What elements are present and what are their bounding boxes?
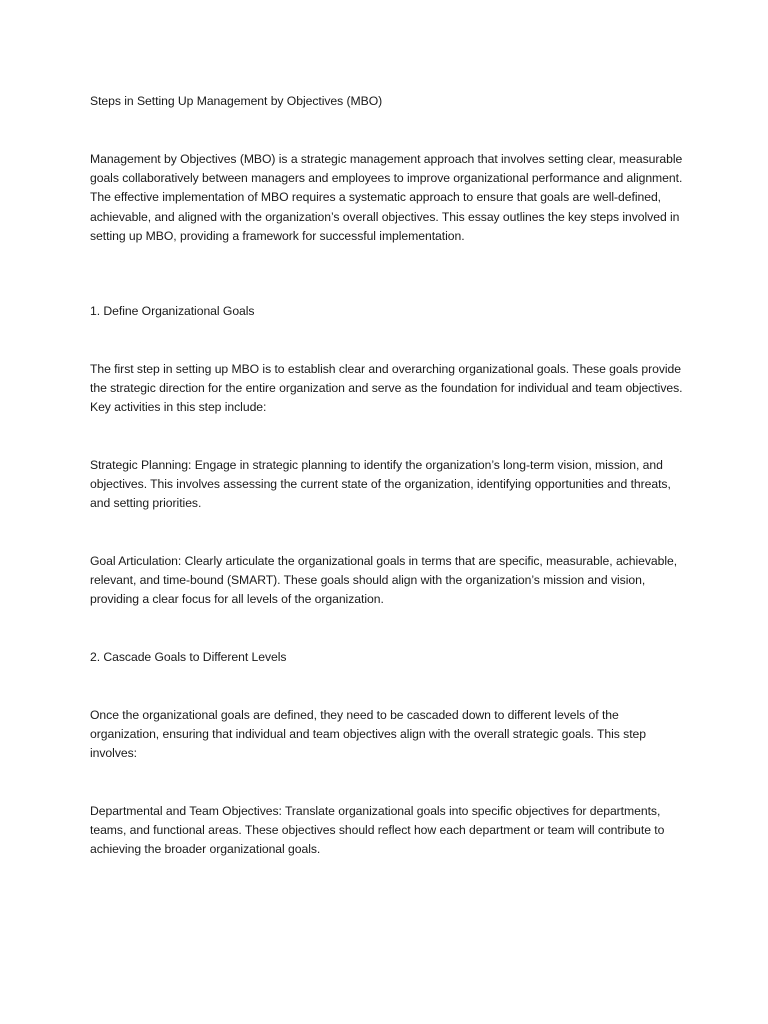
document-title: Steps in Setting Up Management by Objectives (MBO)	[90, 94, 383, 108]
intro-paragraph: Management by Objectives (MBO) is a strategic management approach that involves setting clear, measurable goals collaboratively between managers and employees to improve organizational performance and alignment. The effective implementation of MBO requires a systematic approach to ensure that goals are well-defined, achievable, and aligned with the organization’s overall objectives. This essay outlines the key steps involved in setting up MBO, providing a framework for successful implementation.	[90, 152, 683, 243]
section-heading-define-goals: 1. Define Organizational Goals	[90, 304, 255, 318]
section-2-paragraph-team-objectives: Departmental and Team Objectives: Translate organizational goals into specific objectives for departments, teams, and functional areas. These objectives should reflect how each department or team will contribute to achieving the broader organizational goals.	[90, 804, 665, 857]
section-2-paragraph-overview: Once the organizational goals are defined, they need to be cascaded down to different levels of the organization, ensuring that individual and team objectives align with the overall strategic goals. This step involves:	[90, 708, 646, 761]
section-1-paragraph-goal-articulation: Goal Articulation: Clearly articulate the organizational goals in terms that are specific, measurable, achievable, relevant, and time-bound (SMART). These goals should align with the organization’s mission and vision, providing a clear focus for all levels of the organization.	[90, 554, 678, 607]
section-heading-cascade-goals: 2. Cascade Goals to Different Levels	[90, 650, 287, 664]
section-1-paragraph-overview: The first step in setting up MBO is to establish clear and overarching organizational goals. These goals provide the strategic direction for the entire organization and serve as the foundation for individual and team objectives. Key activities in this step include:	[90, 362, 683, 415]
section-1-paragraph-strategic-planning: Strategic Planning: Engage in strategic planning to identify the organization’s long-term vision, mission, and objectives. This involves assessing the current state of the organization, identifying opportunities and threats, and setting priorities.	[90, 458, 671, 511]
